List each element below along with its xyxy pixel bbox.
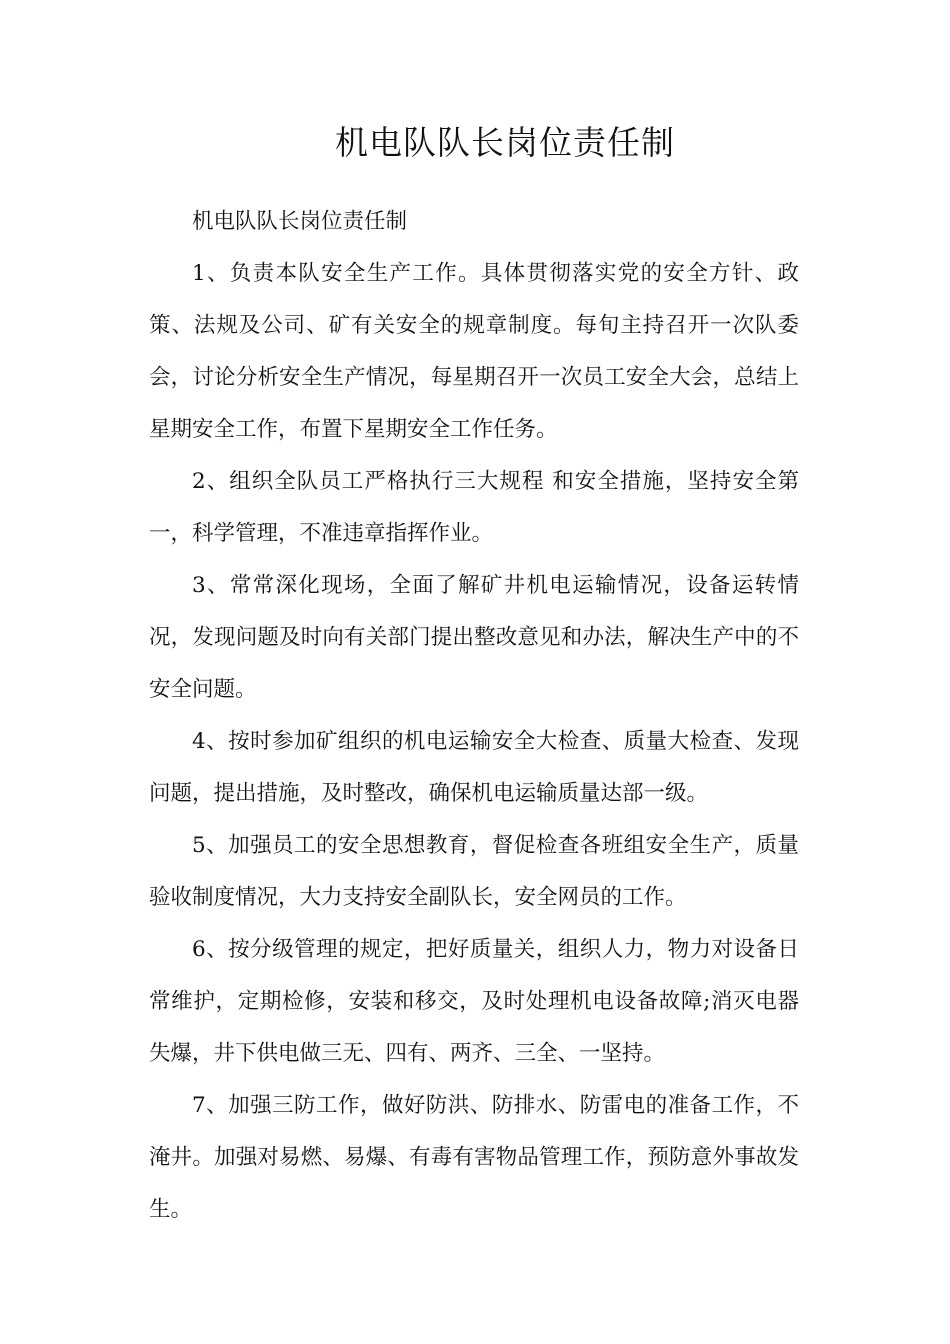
paragraph-4: 4、按时参加矿组织的机电运输安全大检查、质量大检查、发现问题，提出措施，及时整改，确保机电运输质量达部一级。 <box>149 729 799 806</box>
paragraph-6: 6、按分级管理的规定，把好质量关，组织人力，物力对设备日常维护，定期检修，安装和移交，及时处理机电设备故障;消灭电器失爆，井下供电做三无、四有、两齐、三全、一坚持。 <box>149 937 799 1066</box>
paragraph-5: 5、加强员工的安全思想教育，督促检查各班组安全生产，质量验收制度情况，大力支持安全副队长，安全网员的工作。 <box>149 833 799 910</box>
paragraph-3: 3、常常深化现场，全面了解矿井机电运输情况，设备运转情况，发现问题及时向有关部门提出整改意见和办法，解决生产中的不安全问题。 <box>149 573 799 702</box>
paragraph-2: 2、组织全队员工严格执行三大规程 和安全措施，坚持安全第一，科学管理，不准违章指挥作业。 <box>149 469 799 546</box>
document-body <box>149 196 799 1236</box>
paragraph-7: 7、加强三防工作，做好防洪、防排水、防雷电的准备工作，不淹井。加强对易燃、易爆、有毒有害物品管理工作，预防意外事故发生。 <box>149 1093 799 1222</box>
document-subtitle: 机电队队长岗位责任制 <box>192 209 408 234</box>
document-title: 机电队队长岗位责任制 <box>335 123 675 162</box>
paragraph-1: 1、负责本队安全生产工作。具体贯彻落实党的安全方针、政策、法规及公司、矿有关安全的规章制度。每旬主持召开一次队委会，讨论分析安全生产情况，每星期召开一次员工安全大会，总结上星期安全工作，布置下星期安全工作任务。 <box>149 261 799 442</box>
